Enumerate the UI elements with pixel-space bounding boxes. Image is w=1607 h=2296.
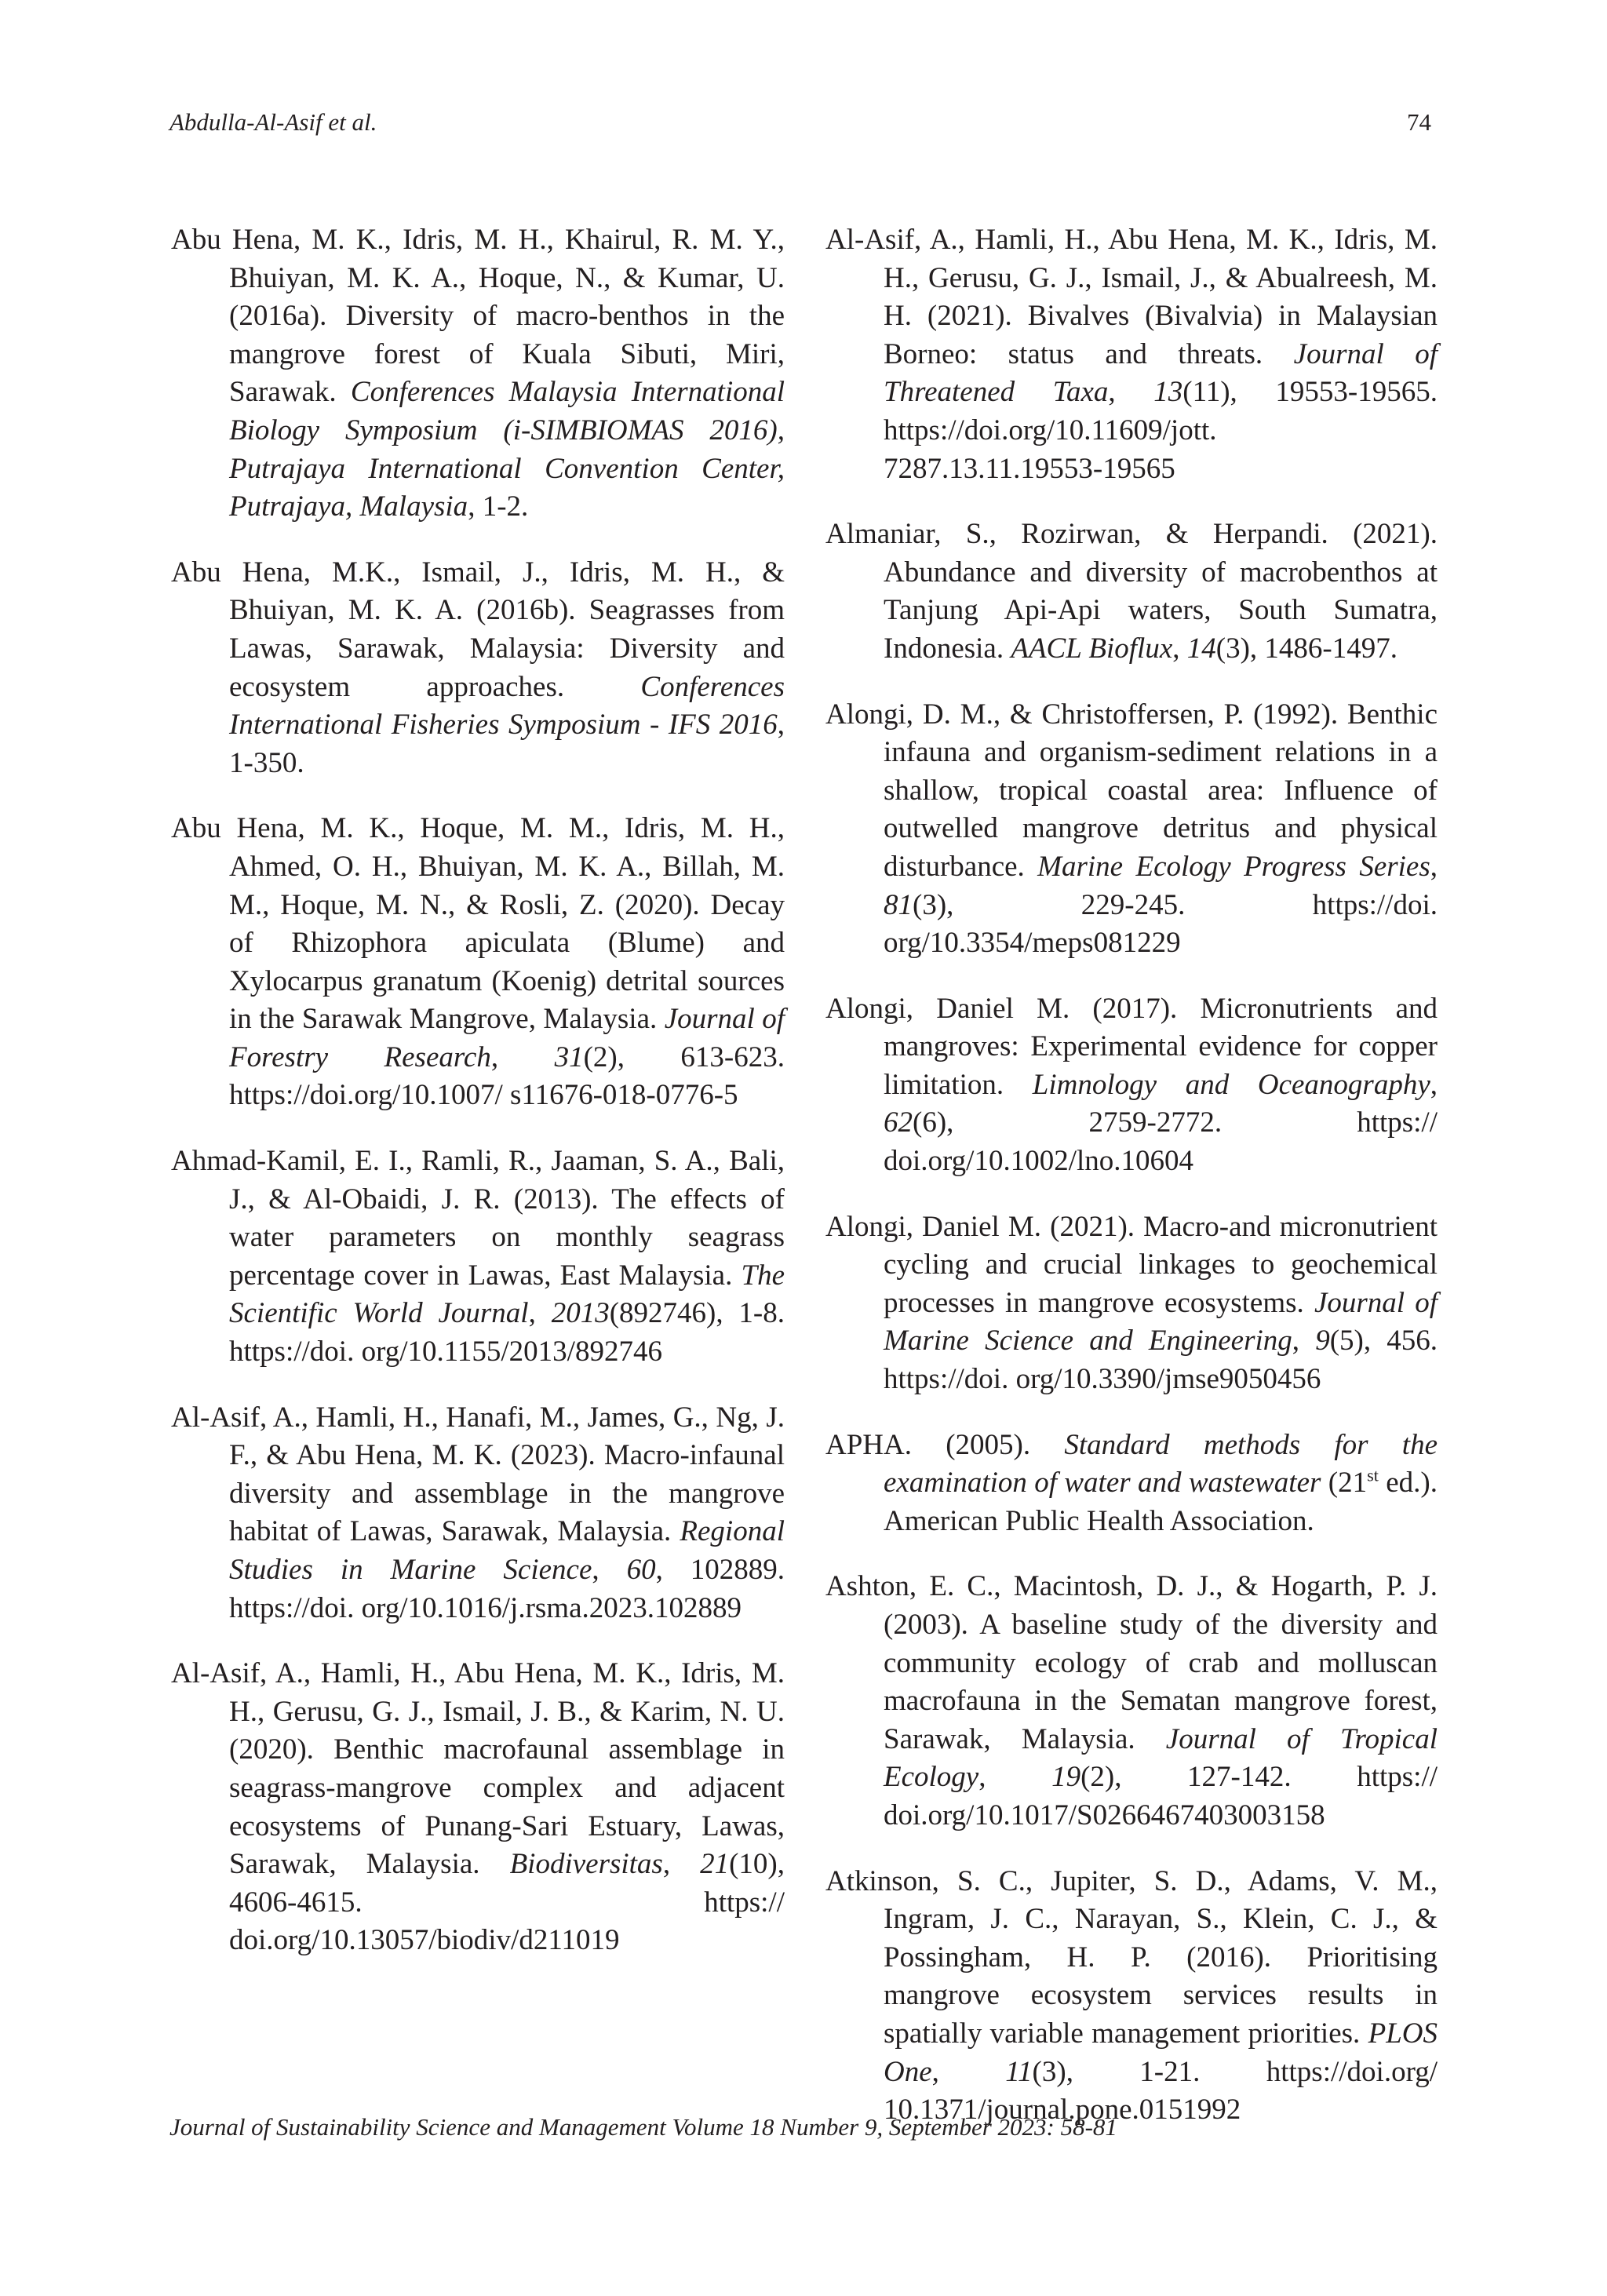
page-number: 74 <box>1407 108 1431 136</box>
reference-entry: Al-Asif, A., Hamli, H., Hanafi, M., James, G., Ng, J. F., & Abu Hena, M. K. (2023). Macro-infaunal diversity and assemblage in the mangrove habitat of Lawas, Sarawak, Malaysia. Regional Studies in Marine Science, 60, 102889. https://doi. org/10.1016/j.rsma.2023.102889 <box>171 1401 785 1624</box>
reference-entry: Al-Asif, A., Hamli, H., Abu Hena, M. K., Idris, M. H., Gerusu, G. J., Ismail, J. B., & Karim, N. U. (2020). Benthic macrofaunal assemblage in seagrass-mangrove complex and adjacent ecosystems of Punang-Sari Estuary, Lawas, Sarawak, Malaysia. Biodiversitas, 21(10), 4606-4615. https:// doi.org/10.13057/biodiv/d211019 <box>171 1657 785 1957</box>
references-right-column <box>825 221 1438 2157</box>
reference-entry: Abu Hena, M. K., Hoque, M. M., Idris, M. H., Ahmed, O. H., Bhuiyan, M. K. A., Billah, M. M., Hoque, M. N., & Rosli, Z. (2020). Decay of Rhizophora apiculata (Blume) and Xylocarpus granatum (Koenig) detrital sources in the Sarawak Mangrove, Malaysia. Journal of Forestry Research, 31(2), 613-623. https://doi.org/10.1007/ s11676-018-0776-5 <box>171 812 785 1112</box>
reference-entry: Almaniar, S., Rozirwan, & Herpandi. (2021). Abundance and diversity of macrobenthos at Tanjung Api-Api waters, South Sumatra, Indonesia. AACL Bioflux, 14(3), 1486-1497. <box>825 518 1438 665</box>
reference-entry: Alongi, Daniel M. (2021). Macro-and micronutrient cycling and crucial linkages to geochemical processes in mangrove ecosystems. Journal of Marine Science and Engineering, 9(5), 456. https://doi. org/10.3390/jmse9050456 <box>825 1210 1438 1396</box>
references-left-column <box>171 221 785 1988</box>
reference-entry: Al-Asif, A., Hamli, H., Abu Hena, M. K., Idris, M. H., Gerusu, G. J., Ismail, J., & Abualreesh, M. H. (2021). Bivalves (Bivalvia) in Malaysian Borneo: status and threats. Journal of Threatened Taxa, 13(11), 19553-19565. https://doi.org/10.11609/jott. 7287.13.11.19553-19565 <box>825 224 1438 485</box>
reference-entry: Atkinson, S. C., Jupiter, S. D., Adams, V. M., Ingram, J. C., Narayan, S., Klein, C. J., & Possingham, H. P. (2016). Prioritising mangrove ecosystem services results in spatially variable management priorities. PLOS One, 11(3), 1-21. https://doi.org/ 10.1371/journal.pone.0151992 <box>825 1864 1438 2127</box>
reference-entry: Abu Hena, M.K., Ismail, J., Idris, M. H., & Bhuiyan, M. K. A. (2016b). Seagrasses from Lawas, Sarawak, Malaysia: Diversity and ecosystem approaches. Conferences International Fisheries Symposium - IFS 2016, 1-350. <box>171 556 785 779</box>
running-head-authors: Abdulla-Al-Asif et al. <box>169 108 377 136</box>
reference-entry: Abu Hena, M. K., Idris, M. H., Khairul, R. M. Y., Bhuiyan, M. K. A., Hoque, N., & Kumar, U. (2016a). Diversity of macro-benthos in the mangrove forest of Kuala Sibuti, Miri, Sarawak. Conferences Malaysia International Biology Symposium (i-SIMBIOMAS 2016), Putrajaya International Convention Center, Putrajaya, Malaysia, 1-2. <box>171 224 785 523</box>
reference-entry: Alongi, D. M., & Christoffersen, P. (1992). Benthic infauna and organism-sediment relations in a shallow, tropical coastal area: Influence of outwelled mangrove detritus and physical disturbance. Marine Ecology Progress Series, 81(3), 229-245. https://doi. org/10.3354/meps081229 <box>825 698 1438 960</box>
reference-entry: APHA. (2005). Standard methods for the examination of water and wastewater (21st ed.). American Public Health Association. <box>825 1428 1438 1537</box>
reference-entry: Alongi, Daniel M. (2017). Micronutrients and mangroves: Experimental evidence for copper limitation. Limnology and Oceanography, 62(6), 2759-2772. https:// doi.org/10.1002/lno.10604 <box>825 992 1438 1178</box>
reference-entry: Ashton, E. C., Macintosh, D. J., & Hogarth, P. J. (2003). A baseline study of the diversity and community ecology of crab and molluscan macrofauna in the Sematan mangrove forest, Sarawak, Malaysia. Journal of Tropical Ecology, 19(2), 127-142. https:// doi.org/10.1017/S0266467403003158 <box>825 1570 1438 1831</box>
journal-footer: Journal of Sustainability Science and Management Volume 18 Number 9, September 2023: 58-81 <box>169 2113 1117 2141</box>
reference-entry: Ahmad-Kamil, E. I., Ramli, R., Jaaman, S. A., Bali, J., & Al-Obaidi, J. R. (2013). The effects of water parameters on monthly seagrass percentage cover in Lawas, East Malaysia. The Scientific World Journal, 2013(892746), 1-8. https://doi. org/10.1155/2013/892746 <box>171 1145 785 1368</box>
